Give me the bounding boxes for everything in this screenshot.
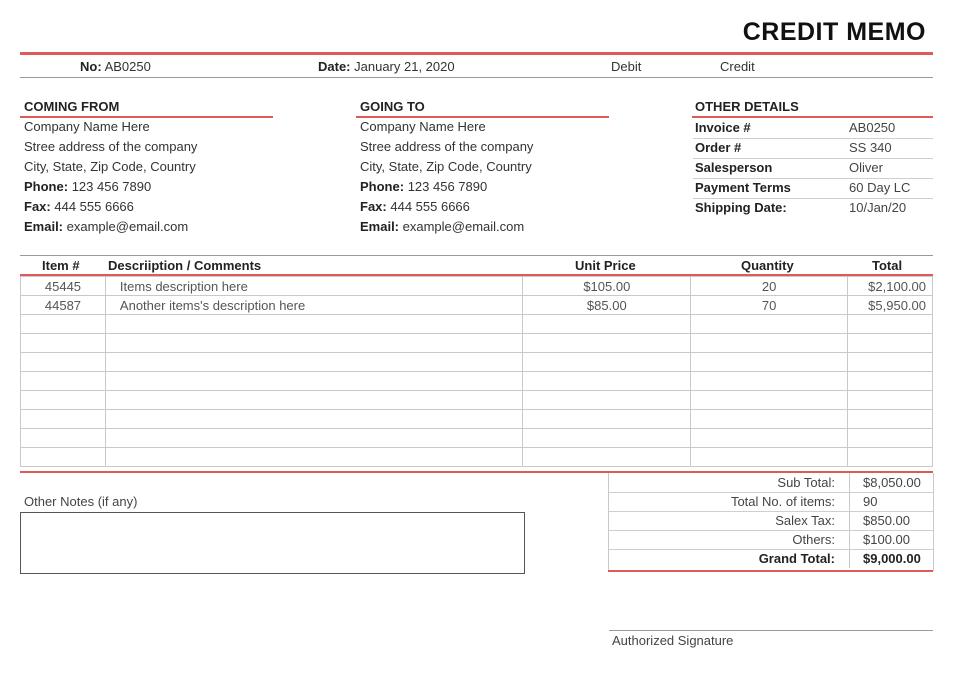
table-row (21, 410, 933, 429)
details-label: Invoice # (695, 120, 751, 135)
document-title: CREDIT MEMO (742, 18, 926, 46)
summary-row-subtotal (609, 473, 933, 493)
col-header-unit-price: Unit Price (575, 258, 636, 273)
from-fax (24, 197, 197, 217)
details-value: AB0250 (849, 120, 896, 135)
summary-label: Others: (792, 532, 835, 547)
summary-label: Total No. of items: (730, 494, 835, 509)
to-fax (360, 197, 533, 217)
col-header-description: Descriiption / Comments (108, 258, 262, 273)
item-cell-qty[interactable] (691, 448, 848, 467)
memo-number-label: No: (80, 59, 102, 74)
coming-from-block (24, 117, 197, 237)
item-cell-item[interactable] (21, 353, 106, 372)
summary-bottom-rule (608, 570, 933, 572)
credit-option[interactable]: Credit (720, 59, 755, 74)
item-cell-qty[interactable] (691, 372, 848, 391)
details-row-salesperson (693, 158, 933, 179)
details-label: Payment Terms (695, 180, 791, 195)
table-row (21, 448, 933, 467)
summary-value: $8,050.00 (863, 475, 921, 490)
notes-field[interactable] (20, 512, 525, 574)
from-email-value: example@email.com (66, 219, 189, 234)
item-cell-total[interactable] (848, 334, 933, 353)
from-phone (24, 177, 197, 197)
details-value: 10/Jan/20 (849, 200, 907, 215)
item-cell-item[interactable] (21, 429, 106, 448)
item-cell-price[interactable] (523, 372, 691, 391)
table-row (21, 277, 933, 296)
summary-label: Grand Total: (758, 551, 835, 566)
item-cell-desc[interactable] (105, 410, 522, 429)
to-company: Company Name Here (360, 119, 486, 134)
details-row-order (693, 138, 933, 159)
from-email (24, 217, 197, 237)
details-row-payment-terms (693, 178, 933, 199)
memo-number (80, 59, 151, 74)
details-value: SS 340 (849, 140, 892, 155)
memo-number-value: AB0250 (104, 59, 151, 74)
from-city: City, State, Zip Code, Country (24, 159, 196, 174)
table-row (21, 315, 933, 334)
going-to-block (360, 117, 533, 237)
item-cell-total[interactable] (848, 353, 933, 372)
items-table (20, 276, 933, 467)
to-phone-value: 123 456 7890 (407, 179, 488, 194)
col-header-quantity: Quantity (741, 258, 794, 273)
item-cell-price[interactable] (523, 315, 691, 334)
item-cell-item[interactable] (21, 334, 106, 353)
item-cell-desc[interactable] (105, 372, 522, 391)
item-cell-qty[interactable] (691, 353, 848, 372)
memo-date-label: Date: (318, 59, 351, 74)
to-phone (360, 177, 533, 197)
details-label: Shipping Date: (695, 200, 787, 215)
item-cell-desc[interactable] (105, 448, 522, 467)
going-to-heading: GOING TO (360, 99, 425, 114)
col-header-item: Item # (42, 258, 80, 273)
to-fax-label: Fax: (360, 199, 387, 214)
item-cell-desc[interactable]: Another items's description here (105, 296, 522, 315)
other-details-heading: OTHER DETAILS (695, 99, 799, 114)
from-company: Company Name Here (24, 119, 150, 134)
item-cell-item[interactable] (21, 372, 106, 391)
item-cell-price[interactable]: $105.00 (523, 277, 691, 296)
table-row (21, 429, 933, 448)
item-cell-qty[interactable]: 70 (691, 296, 848, 315)
item-cell-item[interactable]: 44587 (21, 296, 106, 315)
table-row (21, 334, 933, 353)
to-street: Stree address of the company (360, 139, 534, 154)
item-cell-total[interactable] (848, 372, 933, 391)
summary-value: 90 (863, 494, 878, 509)
item-cell-qty[interactable] (691, 315, 848, 334)
item-cell-desc[interactable] (105, 353, 522, 372)
details-label: Salesperson (695, 160, 773, 175)
summary-value: $9,000.00 (863, 551, 921, 566)
coming-from-heading: COMING FROM (24, 99, 120, 114)
summary-label: Salex Tax: (775, 513, 835, 528)
details-label: Order # (695, 140, 742, 155)
details-value: 60 Day LC (849, 180, 911, 195)
col-header-total: Total (872, 258, 903, 273)
item-cell-item[interactable] (21, 410, 106, 429)
to-email-label: Email: (360, 219, 400, 234)
summary-value: $100.00 (863, 532, 910, 547)
item-cell-item[interactable]: 45445 (21, 277, 106, 296)
summary-row-tax (609, 511, 933, 531)
to-city: City, State, Zip Code, Country (360, 159, 532, 174)
summary-row-grand-total (609, 549, 933, 568)
item-cell-price[interactable] (523, 334, 691, 353)
item-cell-item[interactable] (21, 315, 106, 334)
item-cell-qty[interactable] (691, 391, 848, 410)
from-fax-label: Fax: (24, 199, 51, 214)
item-cell-item[interactable] (21, 391, 106, 410)
item-cell-price[interactable] (523, 448, 691, 467)
summary-row-item-count (609, 492, 933, 512)
summary-row-others (609, 530, 933, 550)
table-row (21, 372, 933, 391)
item-cell-total[interactable] (848, 391, 933, 410)
item-cell-total[interactable]: $5,950.00 (848, 296, 933, 315)
to-phone-label: Phone: (360, 179, 405, 194)
details-row-shipping-date (693, 198, 933, 218)
item-cell-desc[interactable] (105, 391, 522, 410)
item-cell-qty[interactable] (691, 334, 848, 353)
item-cell-total[interactable] (848, 429, 933, 448)
item-cell-desc[interactable] (105, 429, 522, 448)
item-cell-qty[interactable]: 20 (691, 277, 848, 296)
from-fax-value: 444 555 6666 (54, 199, 134, 214)
item-cell-desc[interactable]: Items description here (105, 277, 522, 296)
from-phone-label: Phone: (24, 179, 69, 194)
signature-line (609, 630, 933, 631)
to-email (360, 217, 533, 237)
to-email-value: example@email.com (402, 219, 525, 234)
table-row (21, 296, 933, 315)
summary-table (608, 473, 934, 571)
notes-label: Other Notes (if any) (24, 494, 138, 509)
debit-option[interactable]: Debit (611, 59, 642, 74)
from-email-label: Email: (24, 219, 64, 234)
from-phone-value: 123 456 7890 (71, 179, 152, 194)
from-street: Stree address of the company (24, 139, 198, 154)
table-row (21, 353, 933, 372)
item-cell-qty[interactable] (691, 429, 848, 448)
header-meta-rule (20, 77, 933, 78)
item-cell-price[interactable]: $85.00 (523, 296, 691, 315)
item-cell-item[interactable] (21, 448, 106, 467)
details-value: Oliver (849, 160, 883, 175)
item-cell-total[interactable] (848, 315, 933, 334)
item-cell-price[interactable] (523, 429, 691, 448)
summary-label: Sub Total: (777, 475, 835, 490)
item-cell-price[interactable] (523, 391, 691, 410)
memo-date-value: January 21, 2020 (354, 59, 455, 74)
item-cell-qty[interactable] (691, 410, 848, 429)
item-cell-price[interactable] (523, 410, 691, 429)
to-fax-value: 444 555 6666 (390, 199, 470, 214)
items-top-rule (20, 255, 933, 256)
item-cell-desc[interactable] (105, 315, 522, 334)
summary-value: $850.00 (863, 513, 910, 528)
item-cell-price[interactable] (523, 353, 691, 372)
item-cell-desc[interactable] (105, 334, 522, 353)
signature-label: Authorized Signature (612, 633, 734, 648)
item-cell-total[interactable] (848, 448, 933, 467)
header-top-rule (20, 52, 933, 55)
item-cell-total[interactable] (848, 410, 933, 429)
other-details-table (693, 118, 933, 218)
memo-date (318, 59, 455, 74)
details-row-invoice (693, 118, 933, 139)
table-row (21, 391, 933, 410)
item-cell-total[interactable]: $2,100.00 (848, 277, 933, 296)
